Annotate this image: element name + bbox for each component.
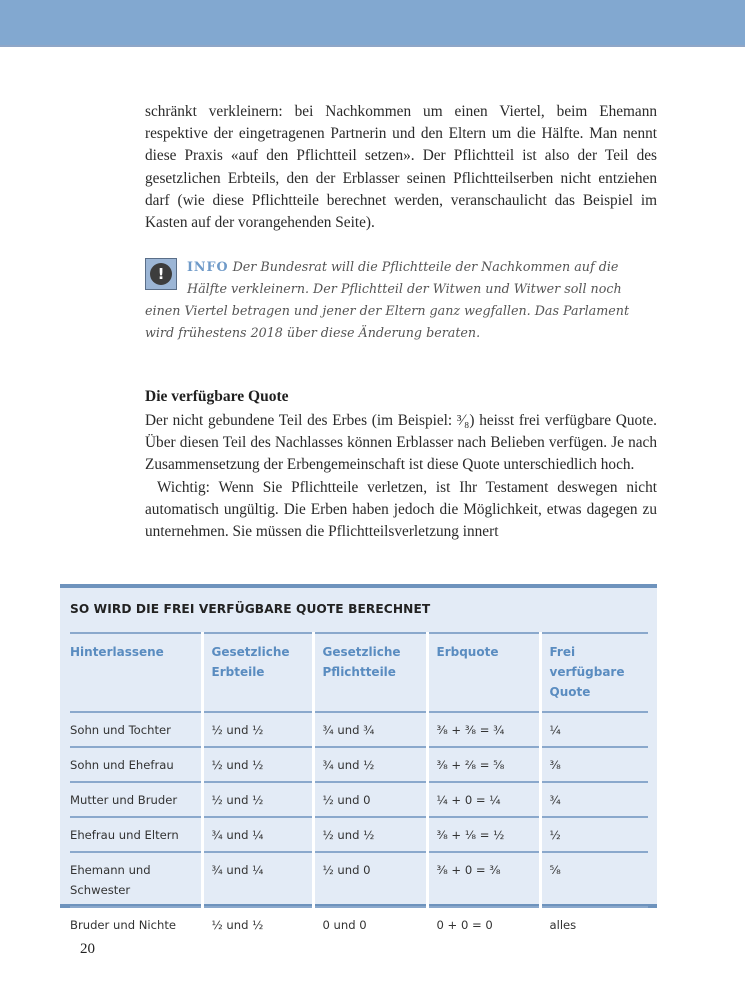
page-number: 20 [80,941,95,957]
table-cell: Sohn und Tochter [70,712,202,747]
table-cell: alles [549,918,577,932]
table-cell: ½ und ½ [202,747,313,782]
table-cell: 0 und 0 [313,907,427,941]
table-cell: ¾ und ¼ [202,817,313,852]
table-header-row [70,633,648,712]
column-header: Erbquote [427,633,540,712]
table-cell: ½ und ½ [202,782,313,817]
section-paragraph-2: Wichtig: Wenn Sie Pflichtteile verletzen, ist Ihr Testament deswegen nicht automatisch ungültig. Die Erben haben jedoch die Möglichkeit, etwas dagegen zu unternehmen. Sie müssen die Pflichtteilsverletzung innert [145,478,657,541]
column-header: Frei verfügbare Quote [549,645,625,699]
section-body [145,410,657,543]
table-cell: ¾ [549,793,561,807]
table-row [70,782,648,817]
table-cell: ¼ [549,723,561,737]
column-header: Hinterlassene [70,633,202,712]
quote-table [70,632,648,941]
table-cell: ¾ und ¾ [313,712,427,747]
info-label: INFO [187,259,229,274]
section-paragraph-1: Der nicht gebundene Teil des Erbes (im Beispiel: ³⁄₈) heisst frei verfügbare Quote. Über diesen Teil des Nachlasses können Erblasser nach Belieben verfügen. Je nach Zusammensetzung der Erbengemeinschaft ist diese Quote unterschiedlich hoch. [145,412,657,474]
table-cell: ½ und 0 [313,782,427,817]
table-cell: Ehemann und Schwester [70,852,202,907]
table-row [70,817,648,852]
table-row [70,712,648,747]
table-cell: ½ und ½ [202,712,313,747]
table-cell: 0 + 0 = 0 [427,907,540,941]
info-box [145,256,657,344]
exclamation-icon: ! [145,258,177,290]
table-cell: ⁵⁄₈ [549,863,561,877]
table-cell: ³⁄₈ [549,758,561,772]
table-cell: ³⁄₈ + ²⁄₈ = ⁵⁄₈ [427,747,540,782]
table-row [70,747,648,782]
table-cell: Bruder und Nichte [70,907,202,941]
column-header: Gesetzliche Erbteile [202,633,313,712]
info-text: Der Bundesrat will die Pflichtteile der Nachkommen auf die Hälfte verkleinern. Der Pflichtteil der Witwen und Witwer soll noch einen Viertel betragen und jener der Eltern ganz wegfallen. Das Parlament wird frühestens 2018 über diese Änderung beraten. [145,259,630,340]
paragraph-intro: schränkt verkleinern: bei Nachkommen um einen Viertel, beim Ehemann respektive der eingetragenen Partnerin und den Eltern um die Hälfte. Man nennt diese Praxis «auf den Pflichtteil setzen». Der Pflichtteil ist also der Teil des gesetzlichen Erbteils, den der Erblasser seinen Pflichtteilserben nicht entziehen darf (wie diese Pflichtteile berechnet werden, veranschaulicht das Beispiel im Kasten auf der vorangehenden Seite). [145,103,657,232]
table-cell: ½ und ½ [202,907,313,941]
table-cell: ¾ und ½ [313,747,427,782]
table-cell: ½ und ½ [313,817,427,852]
section-heading: Die verfügbare Quote [145,388,289,405]
table-cell: Mutter und Bruder [70,782,202,817]
table-cell: ½ und 0 [313,852,427,907]
table-cell: Ehefrau und Eltern [70,817,202,852]
table-row [70,852,648,907]
table-cell: ³⁄₈ + ¹⁄₈ = ½ [427,817,540,852]
table-cell: ¾ und ¼ [202,852,313,907]
table-cell: ¼ + 0 = ¼ [427,782,540,817]
header-bar [0,0,745,47]
table-cell: ³⁄₈ + 0 = ³⁄₈ [427,852,540,907]
table-cell: ½ [549,828,561,842]
quote-table-box [60,584,657,932]
table-cell: ³⁄₈ + ³⁄₈ = ¾ [427,712,540,747]
column-header: Gesetzliche Pflichtteile [313,633,427,712]
table-row [70,907,648,941]
box-title: SO WIRD DIE FREI VERFÜGBARE QUOTE BERECHNET [70,602,431,616]
table-cell: Sohn und Ehefrau [70,747,202,782]
